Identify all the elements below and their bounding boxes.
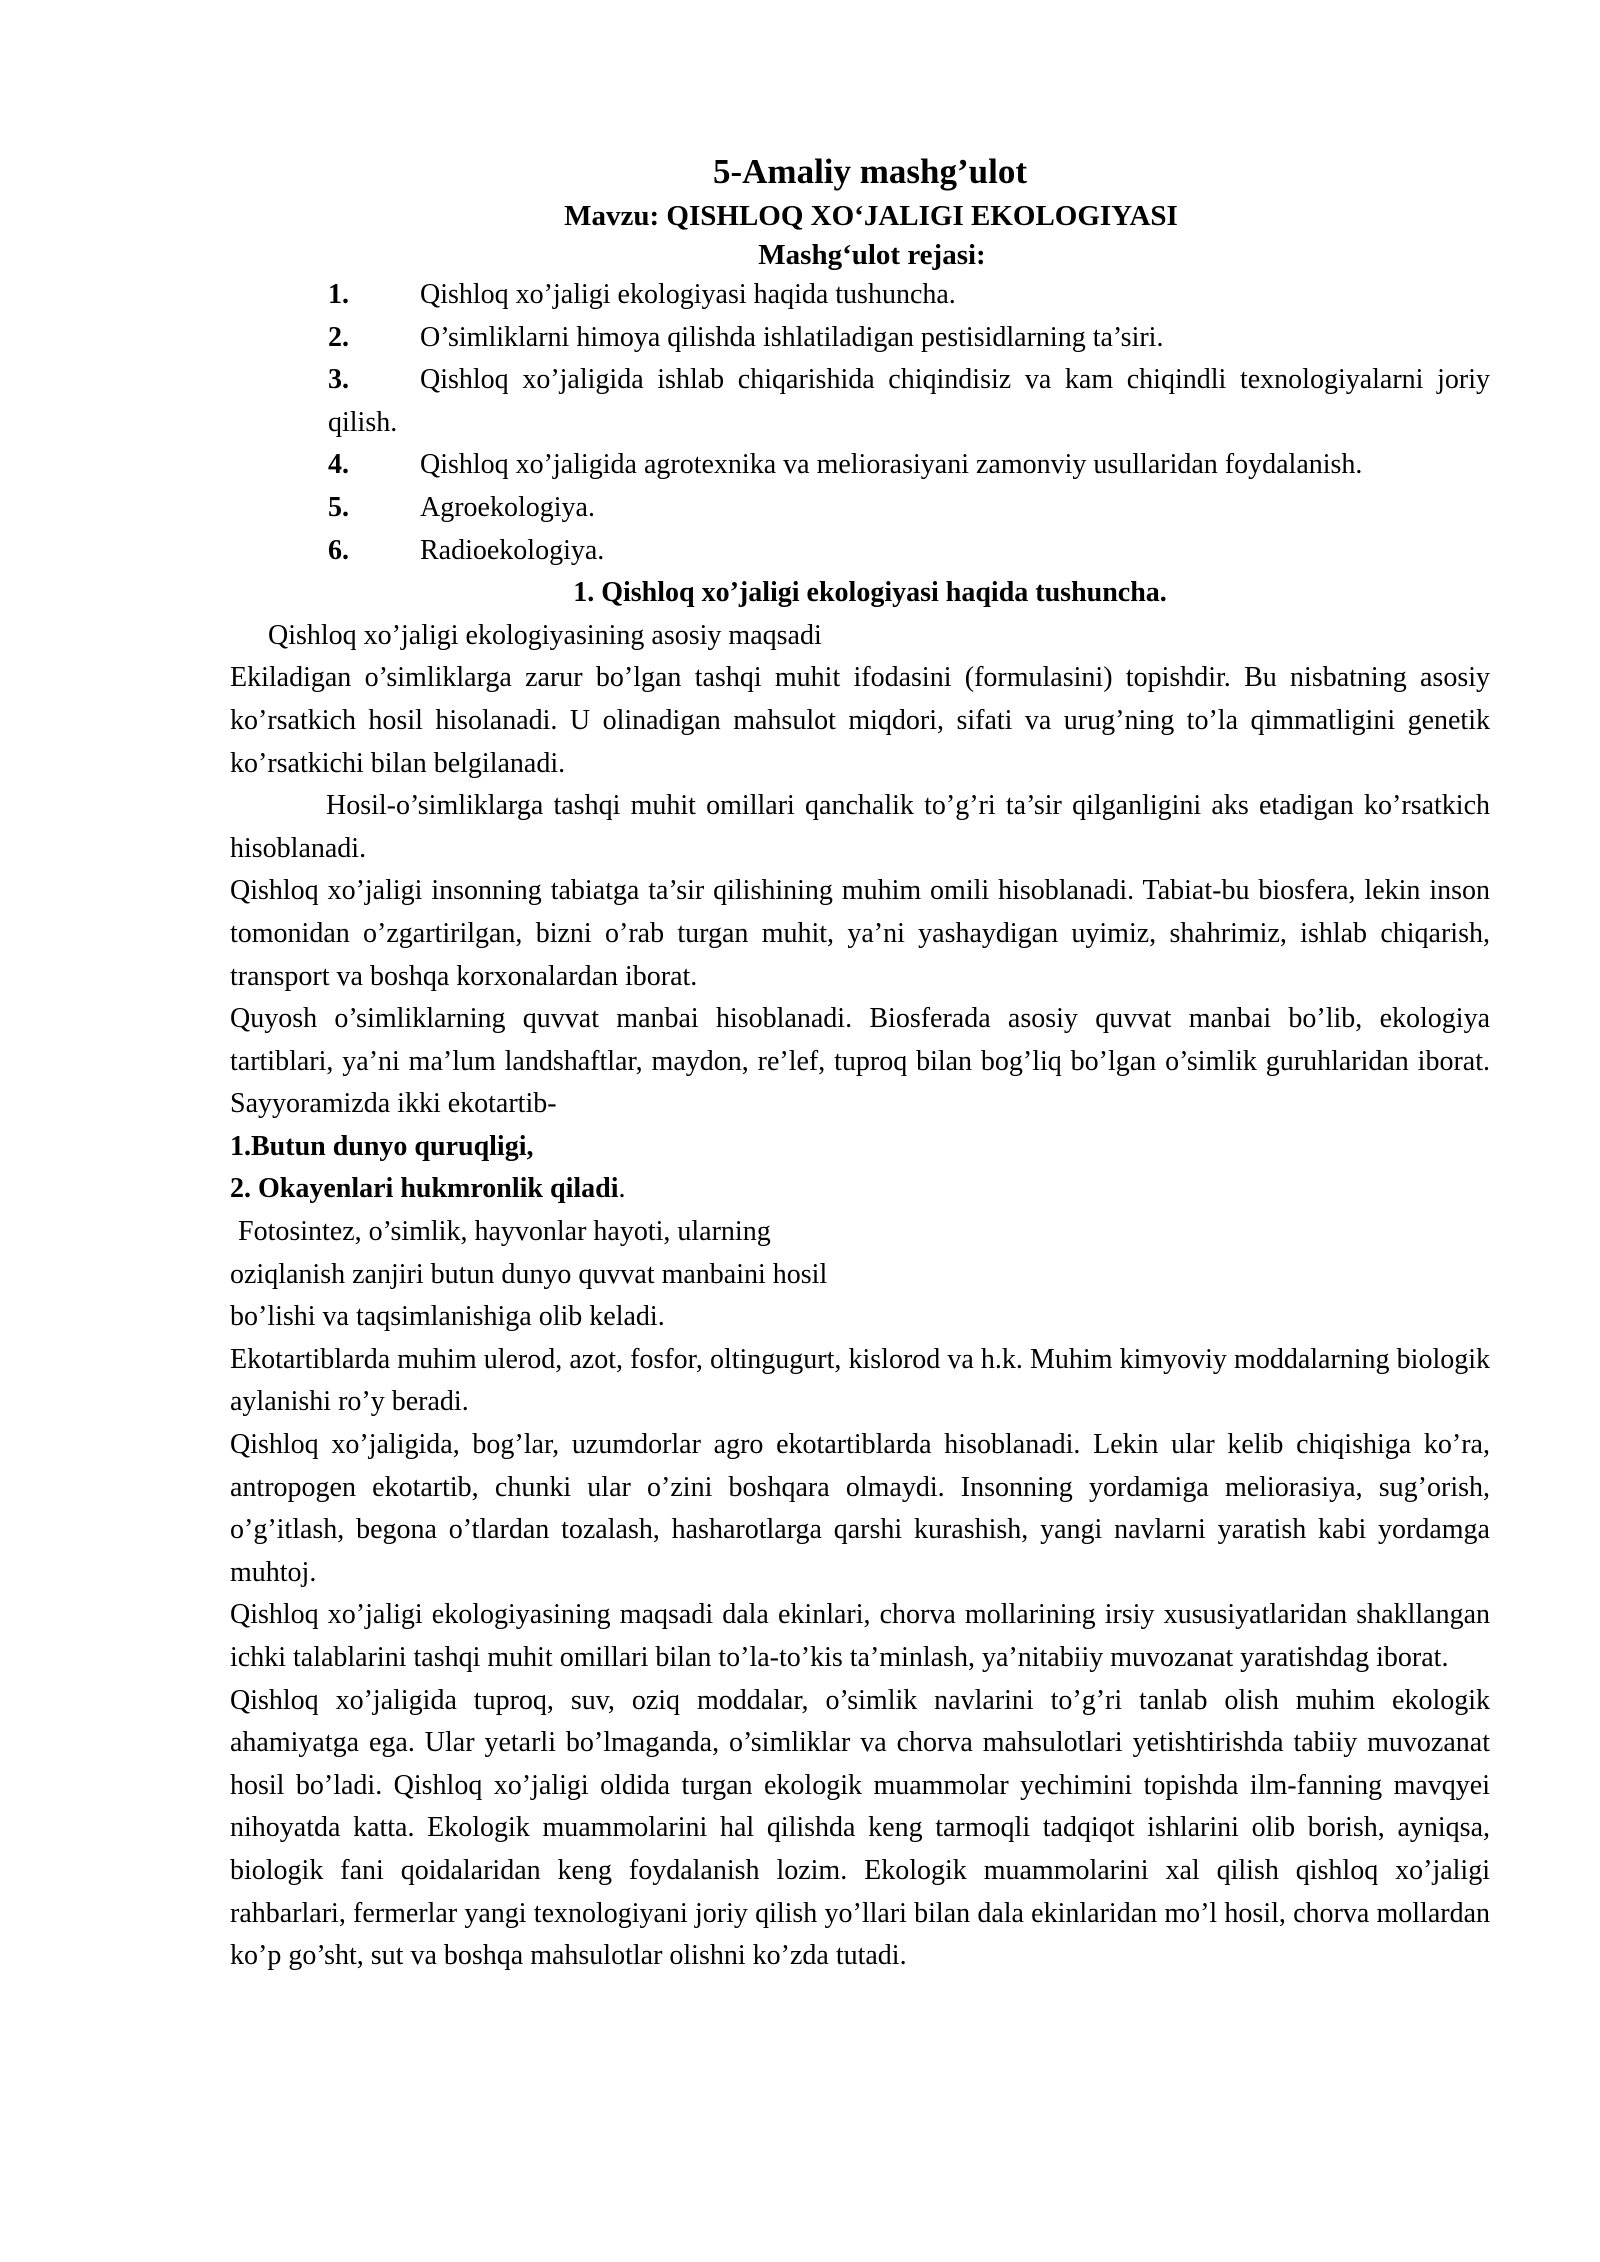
document-body: [230, 148, 1490, 1978]
plan-item: [328, 487, 1490, 530]
paragraph: Qishloq xo’jaligida, bog’lar, uzumdorlar agro ekotartiblarda hisoblanadi. Lekin ular kelib chiqishiga ko’ra, antropogen ekotartib, chunki ular o’zini boshqara olmaydi. Insonning yordamiga meliorasiya, sug’orish, o’g’itlash, begona o’tlardan tozalash, hasharotlarga qarshi kurashish, yangi navlarni yaratish kabi yordamga muhtoj.: [230, 1429, 1490, 1588]
plan-item-number: 3.: [328, 364, 349, 396]
paragraph: Ekotartiblarda muhim ulerod, azot, fosfor, oltingugurt, kislorod va h.k. Muhim kimyoviy moddalarning biologik aylanishi ro’y beradi.: [230, 1343, 1490, 1418]
paragraph-line: Fotosintez, o’simlik, hayvonlar hayoti, ularning: [238, 1216, 771, 1248]
section-heading: [250, 572, 1490, 615]
plan-item-number: 2.: [328, 321, 349, 353]
plan-item-text: Radioekologiya.: [420, 534, 605, 566]
plan-item: [328, 530, 1490, 573]
ecosystem-item-text: 2. Okayenlari hukmronlik qiladi: [230, 1173, 619, 1205]
ecosystem-item-period: .: [618, 1173, 626, 1205]
document-title: 5-Amaliy mashg’ulot: [712, 152, 1028, 191]
plan-heading: Mashg‘ulot rejasi:: [758, 239, 986, 271]
plan-item: [328, 317, 1490, 360]
plan-item-number: 1.: [328, 279, 349, 310]
plan-item-text: Qishloq xo’jaligida ishlab chiqarishida chiqindisiz va kam chiqindli texnologiyalarni joriy qilish.: [328, 364, 1490, 438]
paragraph: Qishloq xo’jaligi insonning tabiatga ta’sir qilishining muhim omili hisoblanadi. Tabiat-bu biosfera, lekin inson tomonidan o’zgartirilgan, bizni o’rab turgan muhit, ya’ni yashaydigan uyimiz, shahrimiz, ishlab chiqarish, transport va boshqa korxonalardan iborat.: [230, 875, 1490, 992]
plan-item-text: Qishloq xo’jaligi ekologiyasi haqida tushuncha.: [420, 279, 956, 310]
plan-item-number: 4.: [328, 449, 349, 481]
plan-item-text: Agroekologiya.: [420, 491, 595, 523]
document-subtitle: Mavzu: QISHLOQ XO‘JALIGI EKOLOGIYASI: [564, 200, 1178, 232]
paragraph: Ekiladigan o’simliklarga zarur bo’lgan tashqi muhit ifodasini (formulasini) topishdir. Bu nisbatning asosiy ko’rsatkich hosil hisolanadi. U olinadigan mahsulot miqdori, sifati va urug’ning to’la qimmatligini genetik ko’rsatkichi bilan belgilanadi.: [230, 662, 1490, 779]
plan-item: [328, 274, 1490, 317]
plan-item: [328, 444, 1490, 487]
plan-item: [328, 359, 1490, 444]
ecosystem-item: 1.Butun dunyo quruqligi,: [230, 1130, 534, 1162]
paragraph: Qishloq xo’jaligi ekologiyasining maqsadi dala ekinlari, chorva mollarining irsiy xususiyatlaridan shakllangan ichki talablarini tashqi muhit omillari bilan to’la-to’kis ta’minlash, ya’nitabiiy muvozanat yaratishdag iborat.: [230, 1599, 1490, 1673]
paragraph-line: oziqlanish zanjiri butun dunyo quvvat manbaini hosil: [230, 1258, 828, 1290]
section-heading-text: 1. Qishloq xo’jaligi ekologiyasi haqida tushuncha: [573, 577, 1160, 609]
plan-item-number: 6.: [328, 534, 349, 566]
paragraph: Qishloq xo’jaligi ekologiyasining asosiy maqsadi: [268, 619, 822, 651]
section-heading-period: .: [1159, 577, 1167, 609]
plan-item-text: O’simliklarni himoya qilishda ishlatiladigan pestisidlarning ta’siri.: [420, 321, 1164, 353]
paragraph: Quyosh o’simliklarning quvvat manbai hisoblanadi. Biosferada asosiy quvvat manbai bo’lib, ekologiya tartiblari, ya’ni ma’lum landshaftlar, maydon, re’lef, tuproq bilan bog’liq bo’lgan o’simlik guruhlaridan iborat. Sayyoramizda ikki ekotartib-: [230, 1003, 1490, 1120]
plan-item-number: 5.: [328, 491, 349, 523]
plan-item-text: Qishloq xo’jaligida agrotexnika va meliorasiyani zamonviy usullaridan foydalanish.: [420, 449, 1363, 481]
paragraph: Hosil-o’simliklarga tashqi muhit omillari qanchalik to’g’ri ta’sir qilganligini aks etadigan ko’rsatkich hisoblanadi.: [230, 790, 1490, 864]
paragraph: Qishloq xo’jaligida tuproq, suv, oziq moddalar, o’simlik navlarini to’g’ri tanlab olish muhim ekologik ahamiyatga ega. Ular yetarli bo’lmaganda, o’simliklar va chorva mahsulotlari yetishtirishda tabiiy muvozanat hosil bo’ladi. Qishloq xo’jaligi oldida turgan ekologik muammolar yechimini topishda ilm-fanning mavqyei nihoyatda katta. Ekologik muammolarini hal qilishda keng tarmoqli tadqiqot ishlarini olib borish, ayniqsa, biologik fani qoidalaridan keng foydalanish lozim. Ekologik muammolarini xal qilish qishloq xo’jaligi rahbarlari, fermerlar yangi texnologiyani joriy qilish yo’llari bilan dala ekinlaridan mo’l hosil, chorva mollardan ko’p go’sht, sut va boshqa mahsulotlar olishni ko’zda tutadi.: [230, 1684, 1490, 1972]
paragraph-line: bo’lishi va taqsimlanishiga olib keladi.: [230, 1301, 665, 1333]
plan-list: [328, 274, 1490, 572]
ecosystem-item: [230, 1168, 1490, 1211]
